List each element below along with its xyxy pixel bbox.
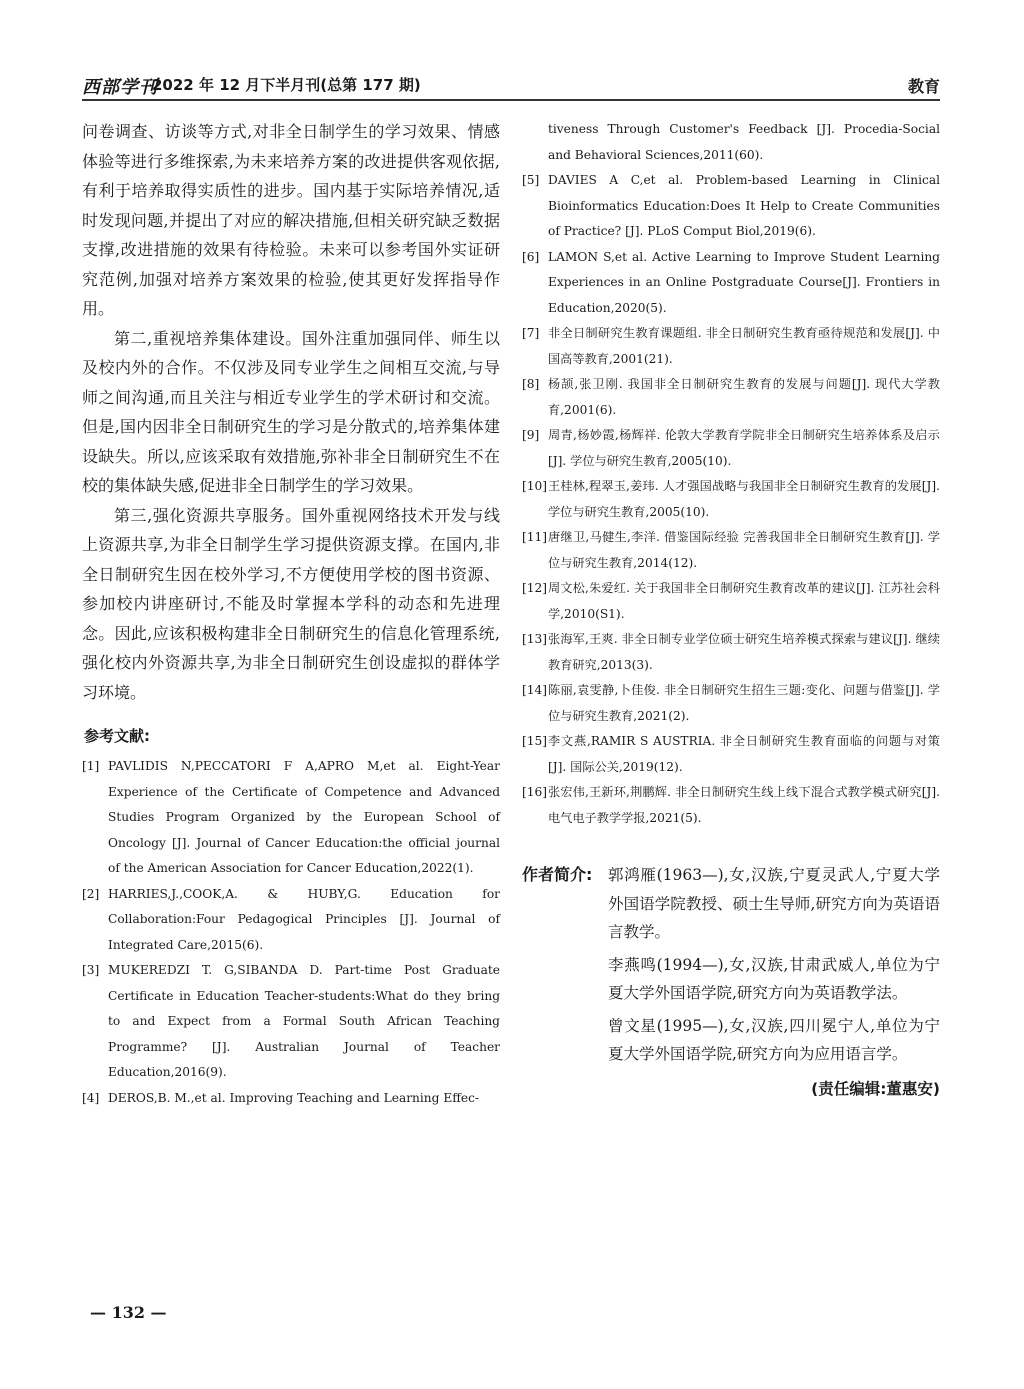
reference-number: [2] <box>82 886 100 901</box>
reference-item <box>522 372 940 423</box>
reference-text: 张海军,王爽. 非全日制专业学位硕士研究生培养模式探索与建议[J]. 继续教育研究,2013(3). <box>548 632 940 672</box>
reference-text: 周文松,朱爱红. 关于我国非全日制研究生教育改革的建议[J]. 江苏社会科学,2010(S1). <box>548 581 940 621</box>
reference-number: [10] <box>522 479 548 493</box>
reference-number: [11] <box>522 530 548 544</box>
reference-text: 张宏伟,王新环,荆鹏辉. 非全日制研究生线上线下混合式教学模式研究[J]. 电气电子教学学报,2021(5). <box>548 785 940 825</box>
references-title: 参考文献: <box>84 727 150 745</box>
reference-number: [15] <box>522 734 548 748</box>
author-entry: 郭鸿雁(1963—),女,汉族,宁夏灵武人,宁夏大学外国语学院教授、硕士生导师,研究方向为英语语言教学。 <box>608 866 940 941</box>
reference-text: 非全日制研究生教育课题组. 非全日制研究生教育亟待规范和发展[J]. 中国高等教育,2001(21). <box>548 326 940 366</box>
author-bio-label: 作者简介: <box>522 865 593 884</box>
reference-text: 唐继卫,马健生,李洋. 借鉴国际经验 完善我国非全日制研究生教育[J]. 学位与研究生教育,2014(12). <box>548 530 940 570</box>
reference-item <box>522 474 940 525</box>
body-paragraph-3: 第三,强化资源共享服务。国外重视网络技术开发与线上资源共享,为非全日制学生学习提供资源支撑。在国内,非全日制研究生因在校外学习,不方便使用学校的图书资源、参加校内讲座研讨,不能及时掌握本学科的动态和先进理念。因此,应该积极构建非全日制研究生的信息化管理系统,强化校内外资源共享,为非全日制研究生创设虚拟的群体学习环境。 <box>82 505 500 702</box>
reference-text: DAVIES A C,et al. Problem-based Learning in Clinical Bioinformatics Education:Does It Help to Create Communities of Practice? [J]. PLoS Comput Biol,2019(6). <box>548 173 940 238</box>
responsible-editor: (责任编辑:董惠安) <box>811 1079 940 1098</box>
author-bio-entries <box>608 861 940 1069</box>
reference-number: [5] <box>522 173 540 187</box>
reference-item <box>522 423 940 474</box>
reference-text: 周青,杨妙霞,杨辉祥. 伦敦大学教育学院非全日制研究生培养体系及启示[J]. 学位与研究生教育,2005(10). <box>548 428 940 468</box>
reference-text: tiveness Through Customer's Feedback [J]. Procedia-Social and Behavioral Sciences,2011(60). <box>548 122 940 162</box>
reference-text: 杨颉,张卫刚. 我国非全日制研究生教育的发展与问题[J]. 现代大学教育,2001(6). <box>548 377 940 417</box>
right-column <box>522 117 940 1103</box>
reference-number: [4] <box>82 1090 100 1105</box>
reference-continuation <box>522 117 940 168</box>
reference-item <box>82 1086 500 1112</box>
page-header <box>82 74 940 96</box>
section-name: 教育 <box>907 77 940 96</box>
reference-item <box>522 627 940 678</box>
reference-number: [13] <box>522 632 548 646</box>
left-column <box>82 117 500 1111</box>
reference-number: [14] <box>522 683 548 697</box>
author-bio <box>522 861 940 1103</box>
reference-text: 李文燕,RAMIR S AUSTRIA. 非全日制研究生教育面临的问题与对策[J]. 国际公关,2019(12). <box>548 734 940 774</box>
reference-item <box>522 321 940 372</box>
page-number: — 132 — <box>90 1303 167 1322</box>
reference-text: 王桂林,程翠玉,姜玮. 人才强国战略与我国非全日制研究生教育的发展[J]. 学位与研究生教育,2005(10). <box>548 479 940 519</box>
reference-item <box>522 525 940 576</box>
reference-item <box>522 576 940 627</box>
reference-item <box>522 245 940 322</box>
reference-number: [6] <box>522 249 540 264</box>
reference-text: 陈丽,袁雯静,卜佳俊. 非全日制研究生招生三题:变化、问题与借鉴[J]. 学位与研究生教育,2021(2). <box>548 683 940 723</box>
journal-logo: 西部学刊 <box>82 77 158 98</box>
body-paragraph-2: 第二,重视培养集体建设。国外注重加强同伴、师生以及校内外的合作。不仅涉及同专业学生之间相互交流,与导师之间沟通,而且关注与相近专业学生的学术研讨和交流。但是,国内因非全日制研究生的学习是分散式的,培养集体建设缺失。所以,应该采取有效措施,弥补非全日制研究生不在校的集体缺失感,促进非全日制学生的学习效果。 <box>82 328 500 495</box>
reference-item <box>522 729 940 780</box>
author-entry: 李燕鸣(1994—),女,汉族,甘肃武威人,单位为宁夏大学外国语学院,研究方向为英语教学法。 <box>608 955 940 1002</box>
reference-number: [3] <box>82 963 100 977</box>
reference-number: [16] <box>522 785 548 799</box>
reference-item <box>82 754 500 882</box>
reference-item <box>82 958 500 1086</box>
reference-item <box>522 678 940 729</box>
header-rule <box>82 99 940 101</box>
reference-text: PAVLIDIS N,PECCATORI F A,APRO M,et al. Eight-Year Experience of the Certificate of Competence and Advanced Studies Program Organized by the European School of Oncology [J]. Journal of Cancer Education:the official journal of the American Association for Cancer Education,2022(1). <box>108 759 500 875</box>
reference-number: [7] <box>522 326 540 340</box>
reference-number: [12] <box>522 581 548 595</box>
reference-number: [1] <box>82 759 100 773</box>
reference-text: MUKEREDZI T. G,SIBANDA D. Part-time Post Graduate Certificate in Education Teacher-students:What do they bring to and Expect from a Formal South African Teaching Programme? [J]. Australian Journal of Teacher Education,2016(9). <box>108 963 500 1079</box>
issue-info: 2022 年 12 月下半月刊(总第 177 期) <box>152 76 421 94</box>
reference-number: [8] <box>522 377 540 391</box>
reference-item <box>522 780 940 831</box>
reference-text: HARRIES,J.,COOK,A. & HUBY,G. Education for Collaboration:Four Pedagogical Principles [J]. Journal of Integrated Care,2015(6). <box>108 886 500 952</box>
reference-number: [9] <box>522 428 540 442</box>
reference-text: LAMON S,et al. Active Learning to Improve Student Learning Experiences in an Online Postgraduate Course[J]. Frontiers in Education,2020(5). <box>548 249 940 315</box>
reference-item <box>82 882 500 959</box>
body-paragraph-1: 问卷调查、访谈等方式,对非全日制学生的学习效果、情感体验等进行多维探索,为未来培养方案的改进提供客观依据,有利于培养取得实质性的进步。国内基于实际培养情况,适时发现问题,并提出了对应的解决措施,但相关研究缺乏数据支撑,改进措施的效果有待检验。未来可以参考国外实证研究范例,加强对培养方案效果的检验,使其更好发挥指导作用。 <box>82 122 500 318</box>
reference-item <box>522 168 940 245</box>
reference-text: DEROS,B. M.,et al. Improving Teaching and Learning Effec- <box>108 1090 480 1105</box>
author-entry: 曾文星(1995—),女,汉族,四川冕宁人,单位为宁夏大学外国语学院,研究方向为应用语言学。 <box>608 1016 940 1063</box>
